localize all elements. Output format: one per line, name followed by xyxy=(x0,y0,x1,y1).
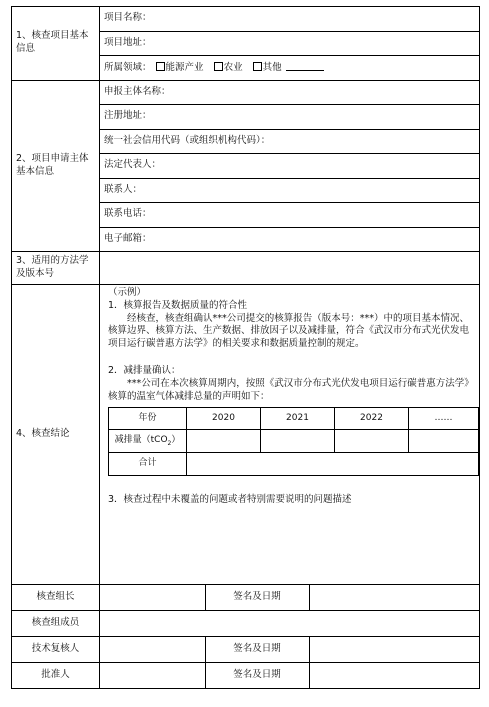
approver-label: 批准人 xyxy=(12,663,100,689)
verification-form-table xyxy=(11,6,480,689)
contact-person-field[interactable]: 联系人： xyxy=(100,178,480,203)
team-leader-field[interactable] xyxy=(100,585,205,610)
methodology-field[interactable] xyxy=(100,252,480,285)
applicant-name-field[interactable]: 申报主体名称： xyxy=(100,80,480,105)
tech-reviewer-field[interactable] xyxy=(100,637,205,662)
domain-field xyxy=(100,56,480,81)
conclusion-content xyxy=(100,285,480,585)
table-header-year: 年份 xyxy=(109,407,187,429)
domain-option-energy[interactable]: 能源产业 xyxy=(156,62,204,73)
table-header-2022: 2022 xyxy=(335,407,409,429)
tech-reviewer-sign-date-field[interactable] xyxy=(309,637,479,662)
team-members-label: 核查组成员 xyxy=(12,611,100,637)
other-underline[interactable] xyxy=(286,61,324,71)
section4-label: 4、核查结论 xyxy=(12,285,100,585)
team-leader-sign-date-field[interactable] xyxy=(309,585,479,610)
reduction-2021-cell[interactable] xyxy=(261,429,335,452)
reduction-2020-cell[interactable] xyxy=(187,429,261,452)
checkbox-icon[interactable] xyxy=(253,62,262,71)
section3-label: 3、适用的方法学及版本号 xyxy=(12,252,100,285)
approver-sign-date-label: 签名及日期 xyxy=(205,663,309,688)
domain-option-agriculture[interactable]: 农业 xyxy=(214,62,243,73)
emission-reduction-table xyxy=(108,407,479,476)
team-members-field[interactable] xyxy=(100,611,480,637)
domain-option-other[interactable]: 其他 xyxy=(253,62,282,73)
approver-sign-date-field[interactable] xyxy=(309,663,479,688)
checkbox-icon[interactable] xyxy=(156,62,165,71)
total-cell[interactable] xyxy=(187,452,479,475)
table-header-2021: 2021 xyxy=(261,407,335,429)
registered-address-field[interactable]: 注册地址： xyxy=(100,105,480,130)
reduction-2022-cell[interactable] xyxy=(335,429,409,452)
team-leader-sign-date-label: 签名及日期 xyxy=(205,585,309,610)
credit-code-field[interactable]: 统一社会信用代码（或组织机构代码）： xyxy=(100,129,480,154)
item1-title: 1．核算报告及数据质量的符合性 xyxy=(108,299,248,311)
table-header-more: …… xyxy=(409,407,479,429)
project-address-field[interactable]: 项目地址： xyxy=(100,31,480,56)
checkbox-icon[interactable] xyxy=(214,62,223,71)
email-field[interactable]: 电子邮箱： xyxy=(100,227,480,252)
item2-title: 2．减排量确认： xyxy=(108,365,181,377)
contact-phone-field[interactable]: 联系电话： xyxy=(100,203,480,228)
example-note: （示例） xyxy=(108,287,147,298)
item2-body: ***公司在本次核算周期内，按照《武汉市分布式光伏发电项目运行碳普惠方法学》核算的温室气体减排总量的声明如下： xyxy=(108,377,470,402)
item1-body: 经核查，核查组确认***公司提交的核算报告（版本号：***）中的项目基本情况、核算边界、核算方法、生产数据、排放因子以及减排量，符合《武汉市分布式光伏发电项目运行碳普惠方法学》的相关要求和数据质量控制的规定。 xyxy=(108,312,470,350)
legal-representative-field[interactable]: 法定代表人： xyxy=(100,154,480,179)
tech-reviewer-label: 技术复核人 xyxy=(12,637,100,663)
domain-label: 所属领域： xyxy=(104,61,152,73)
reduction-more-cell[interactable] xyxy=(409,429,479,452)
item3-title: 3．核查过程中未覆盖的问题或者特别需要说明的问题描述 xyxy=(108,493,352,505)
team-leader-label: 核查组长 xyxy=(12,585,100,611)
approver-field[interactable] xyxy=(100,663,205,688)
section1-label: 1、核查项目基本信息 xyxy=(12,7,100,81)
project-name-field[interactable]: 项目名称： xyxy=(100,7,480,32)
table-row-total-label: 合计 xyxy=(109,452,187,475)
tech-reviewer-sign-date-label: 签名及日期 xyxy=(205,637,309,662)
table-row-reduction-label: 减排量（tCO$_2$） xyxy=(109,429,187,452)
section2-label: 2、项目申请主体基本信息 xyxy=(12,80,100,252)
table-header-2020: 2020 xyxy=(187,407,261,429)
